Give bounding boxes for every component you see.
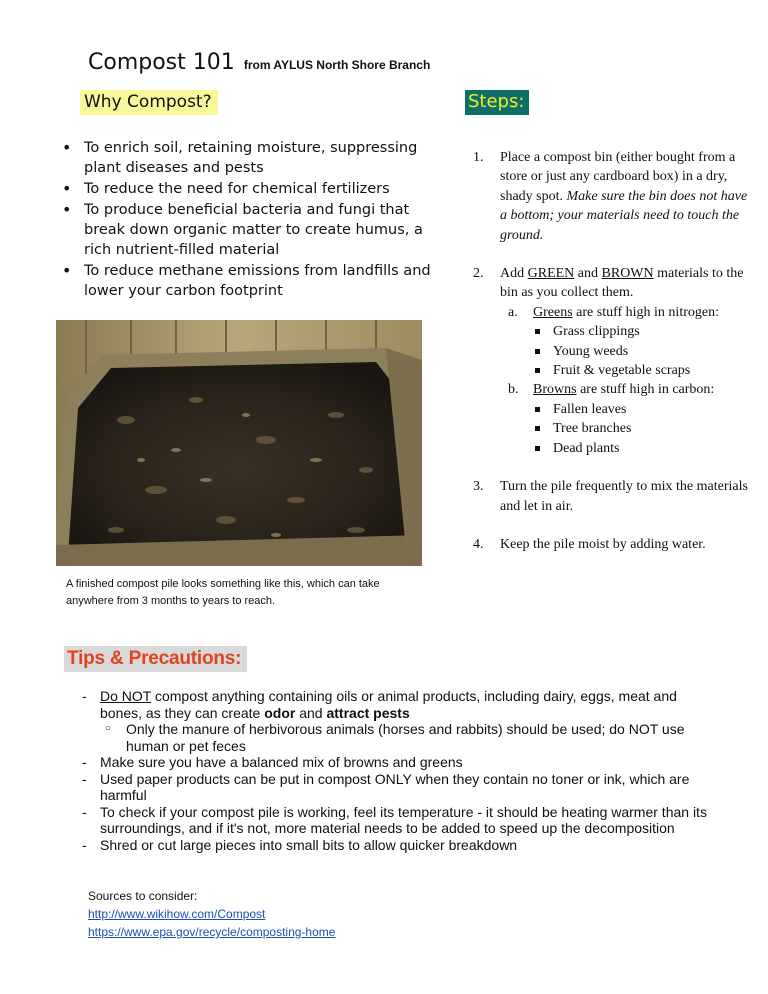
greens-list [533, 322, 753, 380]
step-1 [473, 148, 753, 245]
why-compost-heading: Why Compost? [80, 90, 218, 115]
step-text: Turn the pile frequently to mix the materials and let in air. [500, 479, 748, 514]
sub-text: are stuff high in carbon: [580, 382, 715, 398]
step-3 [473, 477, 753, 516]
browns-item [473, 380, 753, 399]
tips-list [80, 688, 710, 853]
step-text: Add [500, 266, 525, 282]
sources-label: Sources to consider: [88, 889, 198, 903]
tip-text: compost anything containing oils or animal products, including dairy, eggs, meat and bones, as they can create [100, 688, 677, 721]
steps-heading: Steps: [465, 90, 529, 115]
tip-1 [80, 688, 710, 754]
step-text: and [577, 266, 599, 282]
list-item: • To reduce methane emissions from landfills and lower your carbon footprint [62, 261, 432, 301]
browns-word: Browns [533, 382, 577, 398]
photo-caption: A finished compost pile looks something like this, which can take anywhere from 3 months to years to reach. [66, 578, 380, 607]
sources [88, 887, 335, 941]
sub-text: are stuff high in nitrogen: [576, 304, 719, 320]
list-item: Tree branches [533, 419, 753, 438]
step-number: 1. [473, 150, 484, 165]
sub-letter: b. [508, 382, 519, 398]
list-item: • To produce beneficial bacteria and fungi that break down organic matter to create humus, a rich nutrient-filled material [62, 200, 432, 260]
page-title [88, 50, 430, 75]
do-not-emphasis: Do NOT [100, 688, 152, 704]
list-item: ○ Only the manure of herbivorous animals (horses and rabbits) should be used; do NOT use human or pet feces [100, 721, 710, 754]
tip-5: - Shred or cut large pieces into small bits to allow quicker breakdown [80, 837, 710, 854]
step-2 [473, 264, 753, 458]
tip-text: and [299, 704, 323, 721]
list-item: Dead plants [533, 439, 753, 458]
tip-sublist [100, 721, 710, 754]
tip-3: - Used paper products can be put in compost ONLY when they contain no toner or ink, which are harmful [80, 771, 710, 804]
step-number: 2. [473, 266, 484, 282]
step-text: Place a compost bin (either bought from a store or just any cardboard box) in a dry, shady spot. [500, 150, 736, 204]
green-word: GREEN [527, 266, 575, 282]
greens-item [473, 303, 753, 322]
title-subtitle: from AYLUS North Shore Branch [243, 58, 431, 72]
step-number: 4. [473, 536, 484, 552]
sub-letter: a. [508, 304, 518, 320]
brown-word: BROWN [601, 266, 654, 282]
step-text: Keep the pile moist by adding water. [500, 536, 706, 552]
tip-2: - Make sure you have a balanced mix of browns and greens [80, 754, 710, 771]
source-link-epa[interactable]: https://www.epa.gov/recycle/composting-home [88, 925, 336, 939]
list-item: Fruit & vegetable scraps [533, 361, 753, 380]
browns-list [533, 400, 753, 458]
step-number: 3. [473, 479, 484, 495]
list-item: Young weeds [533, 342, 753, 361]
list-item: Grass clippings [533, 322, 753, 341]
greens-word: Greens [533, 304, 573, 320]
title-main: Compost 101 [88, 50, 235, 75]
step-text: materials to the bin as you collect them. [500, 266, 744, 301]
step-4 [473, 535, 753, 554]
list-item: Fallen leaves [533, 400, 753, 419]
step-italic-note: Make sure the bin does not have a bottom; your materials need to touch the ground. [500, 188, 748, 243]
source-link-wikihow[interactable]: http://www.wikihow.com/Compost [88, 907, 266, 921]
list-item: • To enrich soil, retaining moisture, suppressing plant diseases and pests [62, 138, 432, 178]
odor-emphasis: odor [264, 704, 296, 721]
steps-list [473, 148, 753, 573]
why-compost-list [62, 138, 432, 302]
tips-heading: Tips & Precautions: [64, 646, 247, 672]
tip-4: - To check if your compost pile is working, feel its temperature - it should be heating warmer than its surroundings, and if it's not, more material needs to be added to speed up the decomposition [80, 804, 710, 837]
compost-pile-image [56, 320, 422, 566]
list-item: • To reduce the need for chemical fertilizers [62, 179, 432, 199]
pests-emphasis: attract pests [326, 704, 410, 721]
compost-pile-photo [56, 320, 422, 566]
